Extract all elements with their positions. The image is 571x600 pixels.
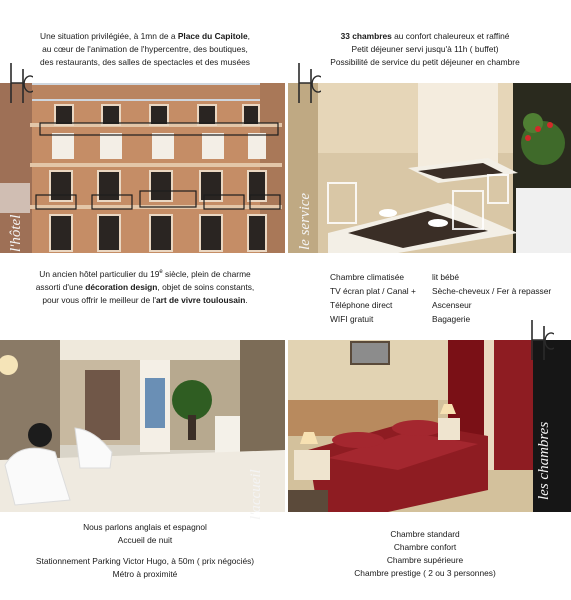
hotel-facade-photo <box>0 83 285 253</box>
hotel-description-text <box>20 266 270 307</box>
rooms-text <box>300 528 550 580</box>
amenities-left-column <box>330 270 416 326</box>
amenity-item: WIFI gratuit <box>330 314 374 324</box>
accueil-section-label: l'accueil <box>248 469 264 520</box>
hotel-intro-line-1: Une situation privilégiée, à 1mn de a Place du Capitole, <box>40 31 250 41</box>
amenities-list <box>330 270 560 330</box>
amenity-item: Téléphone direct <box>330 300 393 310</box>
room-type: Chambre prestige ( 2 ou 3 personnes) <box>354 568 496 578</box>
hc-logo-icon <box>297 63 321 103</box>
lobby-photo <box>0 340 285 512</box>
amenity-item: TV écran plat / Canal + <box>330 286 416 296</box>
amenities-right-column <box>432 270 551 326</box>
hotel-intro-line-3: des restaurants, des salles de spectacles et des musées <box>40 57 250 67</box>
hotel-desc-line-2: assorti d'une décoration design, objet de soins constants, <box>35 281 255 292</box>
breakfast-room-photo <box>288 83 571 253</box>
service-section-label: le service <box>297 192 313 250</box>
service-intro-line-2: Petit déjeuner servi jusqu'à 11h ( buffet) <box>351 44 499 54</box>
room-type: Chambre standard <box>390 529 460 539</box>
accueil-spacer <box>15 547 275 555</box>
amenity-item: Ascenseur <box>432 300 472 310</box>
hotel-intro-line-2: au cœur de l'animation de l'hypercentre, des boutiques, <box>42 44 248 54</box>
hotel-intro-text <box>20 30 270 69</box>
room-type: Chambre confort <box>393 542 457 552</box>
hc-logo-icon <box>9 63 33 103</box>
amenity-item: Chambre climatisée <box>330 272 405 282</box>
hotel-section-label: l'hôtel <box>8 214 24 252</box>
hotel-desc-line-3: pour vous offrir le meilleur de l'art de vivre toulousain. <box>42 294 248 305</box>
accueil-text <box>15 521 275 581</box>
accueil-line: Stationnement Parking Victor Hugo, à 50m ( prix négociés) <box>35 556 255 566</box>
room-type: Chambre supérieure <box>386 555 464 565</box>
bedroom-photo <box>288 340 571 512</box>
hc-logo-icon <box>530 320 554 360</box>
amenity-item: lit bébé <box>432 272 460 282</box>
service-intro-text <box>300 30 550 69</box>
accueil-line: Accueil de nuit <box>117 535 173 545</box>
accueil-line: Nous parlons anglais et espagnol <box>83 522 207 532</box>
service-intro-line-1: 33 chambres au confort chaleureux et raffiné <box>340 31 510 41</box>
amenity-item: Bagagerie <box>432 314 471 324</box>
service-intro-line-3: Possibilité de service du petit déjeuner en chambre <box>330 57 520 67</box>
rooms-section-label: les chambres <box>536 421 552 500</box>
hotel-desc-line-1: Un ancien hôtel particulier du 19e siècle, plein de charme <box>39 268 251 279</box>
amenity-item: Sèche-cheveux / Fer à repasser <box>432 286 552 296</box>
accueil-line: Métro à proximité <box>112 569 178 579</box>
